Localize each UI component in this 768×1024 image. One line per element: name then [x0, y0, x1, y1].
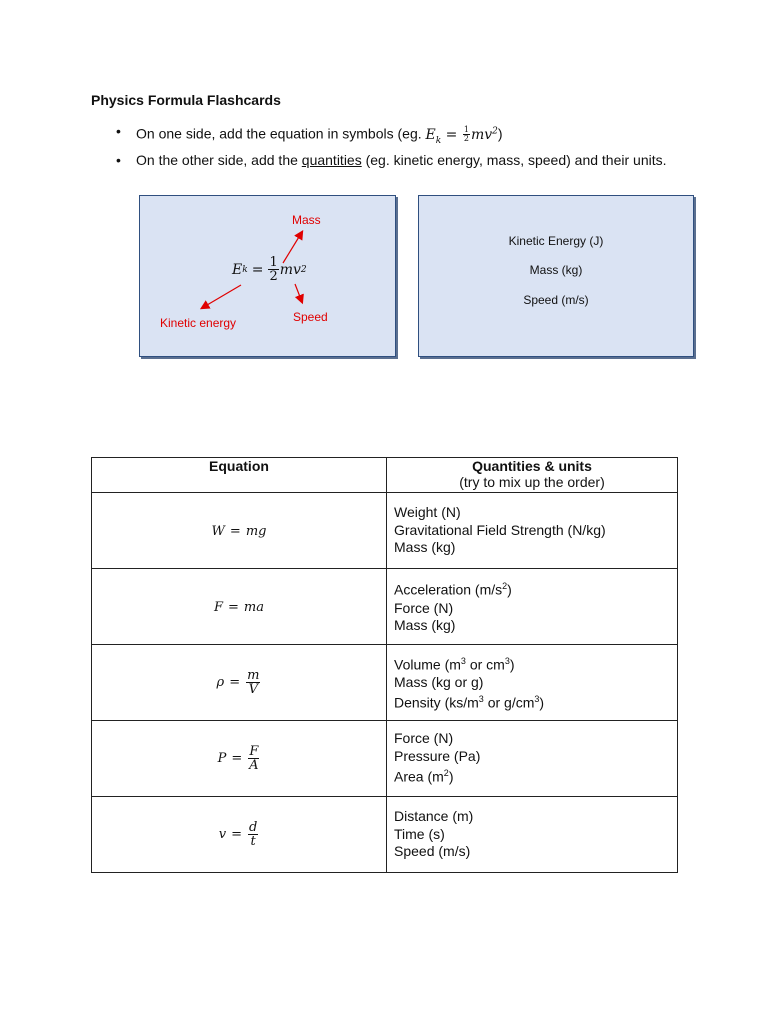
- equation-cell: P = $\frac{F}{A}$: [92, 721, 387, 797]
- table-row: [92, 721, 678, 797]
- card-back-line-2: Mass (kg): [529, 263, 583, 277]
- quantities-cell: Weight (N) Gravitational Field Strength (N/kg) Mass (kg): [387, 493, 678, 569]
- card-back-line-3: Speed (m/s): [523, 293, 589, 307]
- table-header-row: [92, 458, 678, 493]
- flashcard-front: [139, 195, 396, 357]
- kinetic-energy-equation-inline: $E_k$ = $\frac{1}{2}$ $mv^2$: [425, 125, 498, 146]
- instruction-item-1: • On one side, add the equation in symbols (eg. $E_k$ = $\frac{1}{2}$ $mv^2$): [116, 122, 676, 149]
- kinetic-energy-arrow: [202, 285, 241, 308]
- quantities-cell: Distance (m) Time (s) Speed (m/s): [387, 797, 678, 873]
- flashcard-back: [418, 195, 694, 357]
- equation-cell: F = ma: [92, 569, 387, 645]
- quantities-cell: Volume ($m^3$ or $cm^3$) Mass (kg or g) Density ($ks/m^3$ or $g/cm^3$): [387, 645, 678, 721]
- instruction-item-2: • On the other side, add the quantities (eg. kinetic energy, mass, speed) and their units.: [116, 151, 676, 169]
- quantities-cell: Acceleration $(m/s^2)$ Force (N) Mass (kg): [387, 569, 678, 645]
- table-row: [92, 797, 678, 873]
- formula-table: [91, 457, 678, 873]
- table-row: [92, 645, 678, 721]
- speed-arrow: [295, 284, 302, 302]
- quantities-link[interactable]: quantities: [301, 152, 362, 169]
- header-quantities: Quantities & units (try to mix up the order): [387, 458, 678, 493]
- instruction-text: On one side, add the equation in symbols (eg.: [136, 125, 422, 142]
- equation-cell: W = mg: [92, 493, 387, 569]
- page-title: Physics Formula Flashcards: [91, 92, 281, 108]
- speed-label: Speed: [293, 310, 328, 324]
- quantities-cell: Force (N) Pressure (Pa) Area $(m^2)$: [387, 721, 678, 797]
- equation-cell: v = $\frac{d}{t}$: [92, 797, 387, 873]
- instruction-list: [116, 122, 676, 171]
- card-back-line-1: Kinetic Energy (J): [508, 234, 604, 248]
- table-row: [92, 493, 678, 569]
- table-row: [92, 569, 678, 645]
- header-equation: Equation: [92, 458, 387, 493]
- mass-label: Mass: [292, 213, 321, 227]
- kinetic-energy-equation: E k = $\frac{1}{2}$ mv 2: [232, 255, 307, 284]
- equation-cell: ρ = $\frac{m}{V}$: [92, 645, 387, 721]
- kinetic-energy-label: Kinetic energy: [160, 316, 237, 330]
